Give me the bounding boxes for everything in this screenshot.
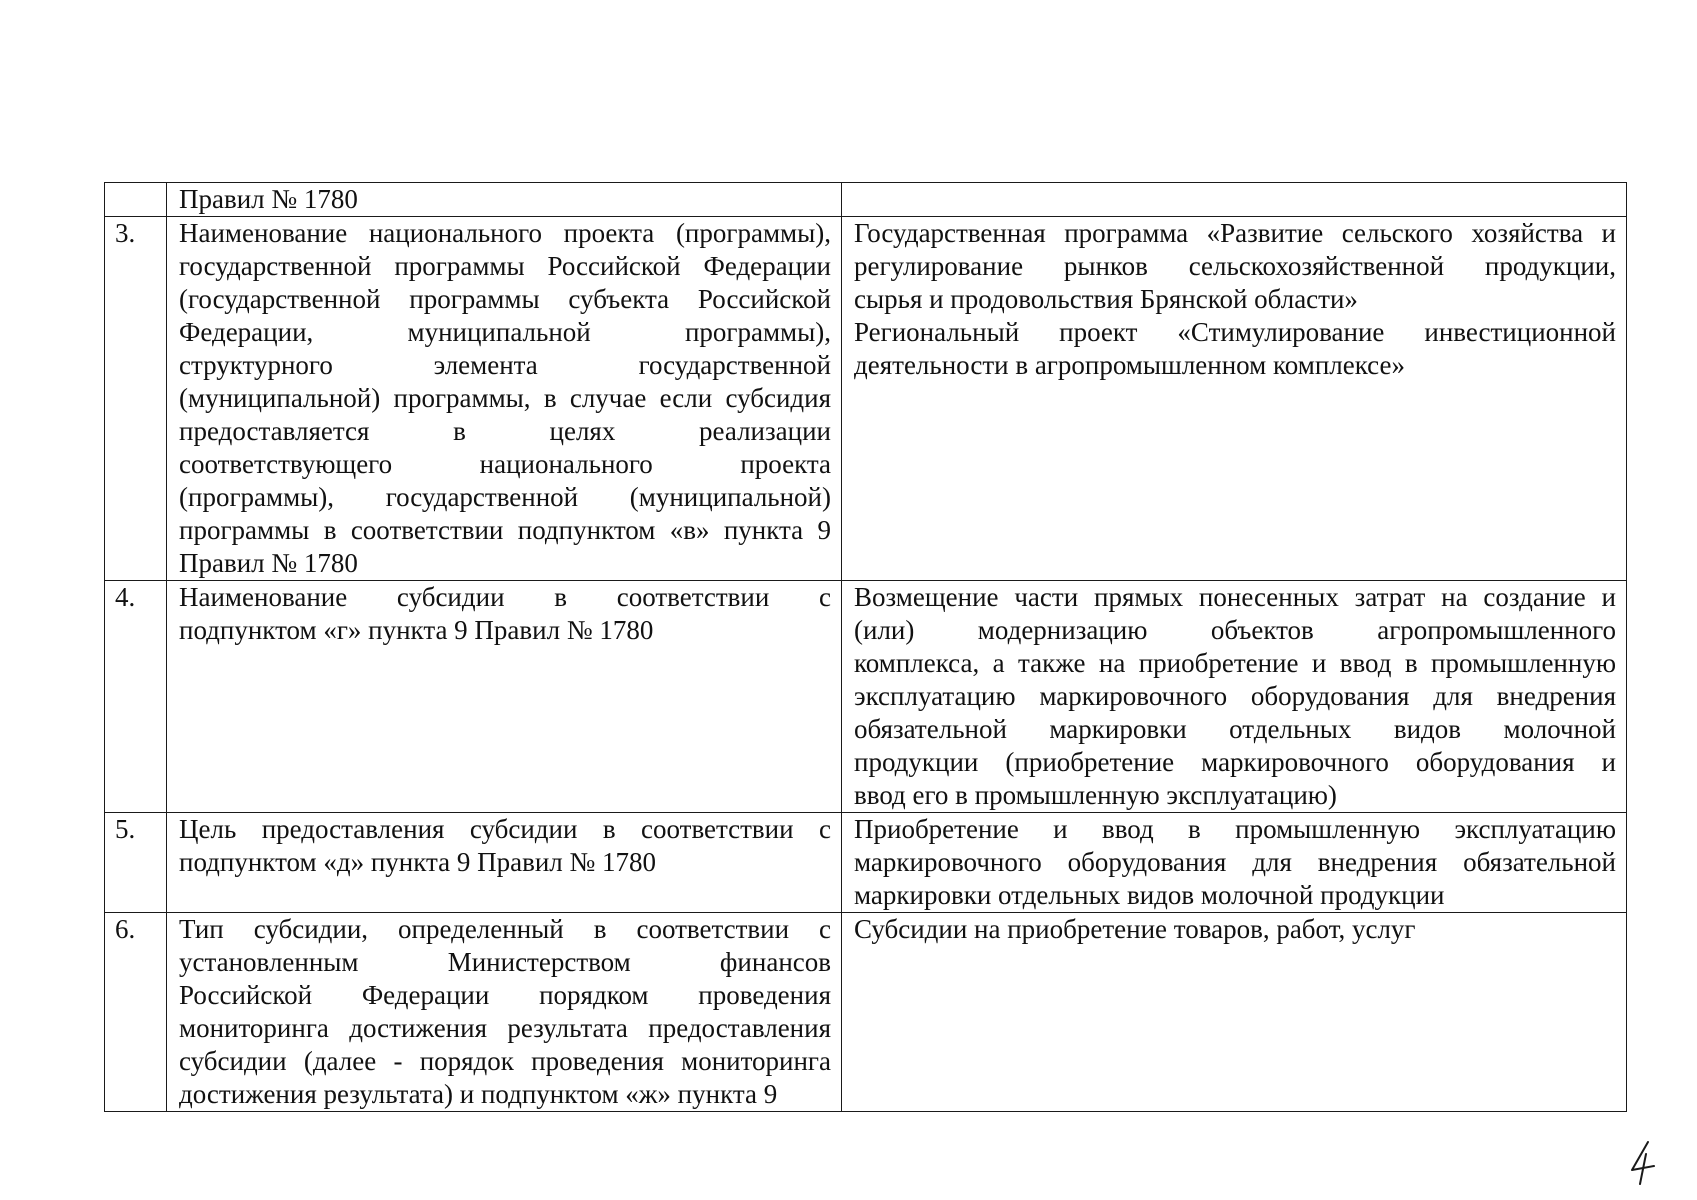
handwritten-page-mark <box>1628 1140 1658 1186</box>
description-line: подпунктом «д» пункта 9 Правил № 1780 <box>179 847 657 877</box>
row-value <box>842 183 1627 217</box>
description-line: соответствующего национального проекта <box>179 449 831 479</box>
row-description <box>167 581 842 813</box>
description-line: предоставляется в целях реализации <box>179 416 831 446</box>
row-description <box>167 217 842 581</box>
value-line: маркировки отдельных видов молочной продукции <box>854 880 1445 910</box>
description-line: государственной программы Российской Федерации <box>179 251 831 281</box>
description-line: Российской Федерации порядком проведения <box>179 980 831 1010</box>
table-row <box>105 913 1627 1112</box>
row-number: 4. <box>105 581 167 813</box>
value-line: регулирование рынков сельскохозяйственной продукции, <box>854 251 1616 281</box>
value-line: Региональный проект «Стимулирование инвестиционной <box>854 317 1616 347</box>
row-number <box>105 183 167 217</box>
value-line: Субсидии на приобретение товаров, работ, услуг <box>854 914 1416 944</box>
description-line: (государственной программы субъекта Российской <box>179 284 831 314</box>
description-line: Федерации, муниципальной программы), <box>179 317 831 347</box>
description-line: Наименование субсидии в соответствии с <box>179 582 831 612</box>
row-value <box>842 813 1627 913</box>
document-table <box>104 182 1627 1112</box>
value-line: комплекса, а также на приобретение и ввод в промышленную <box>854 648 1616 678</box>
description-line: мониторинга достижения результата предоставления <box>179 1013 831 1043</box>
value-line: эксплуатацию маркировочного оборудования для внедрения <box>854 681 1616 711</box>
row-description <box>167 183 842 217</box>
description-line: Цель предоставления субсидии в соответствии с <box>179 814 831 844</box>
description-line: Правил № 1780 <box>179 548 358 578</box>
value-line: (или) модернизацию объектов агропромышленного <box>854 615 1616 645</box>
table-row <box>105 813 1627 913</box>
description-line: установленным Министерством финансов <box>179 947 831 977</box>
row-value <box>842 581 1627 813</box>
row-value <box>842 913 1627 1112</box>
value-line: маркировочного оборудования для внедрения обязательной <box>854 847 1616 877</box>
value-line: сырья и продовольствия Брянской области» <box>854 284 1358 314</box>
value-line: продукции (приобретение маркировочного оборудования и <box>854 747 1616 777</box>
description-line: достижения результата) и подпунктом «ж» пункта 9 <box>179 1079 778 1109</box>
row-description <box>167 913 842 1112</box>
description-line: программы в соответствии подпунктом «в» пункта 9 <box>179 515 831 545</box>
row-number: 6. <box>105 913 167 1112</box>
row-description <box>167 813 842 913</box>
table-row <box>105 217 1627 581</box>
description-line: (программы), государственной (муниципальной) <box>179 482 831 512</box>
row-number: 5. <box>105 813 167 913</box>
value-line: деятельности в агропромышленном комплексе» <box>854 350 1405 380</box>
description-line: подпунктом «г» пункта 9 Правил № 1780 <box>179 615 654 645</box>
value-line: Государственная программа «Развитие сельского хозяйства и <box>854 218 1616 248</box>
row-number: 3. <box>105 217 167 581</box>
description-line: структурного элемента государственной <box>179 350 831 380</box>
description-line: Тип субсидии, определенный в соответствии с <box>179 914 831 944</box>
value-line: обязательной маркировки отдельных видов молочной <box>854 714 1616 744</box>
value-line: Приобретение и ввод в промышленную эксплуатацию <box>854 814 1616 844</box>
value-line: Возмещение части прямых понесенных затрат на создание и <box>854 582 1616 612</box>
description-line: субсидии (далее - порядок проведения мониторинга <box>179 1046 831 1076</box>
table-row <box>105 581 1627 813</box>
description-line: Правил № 1780 <box>179 184 358 214</box>
table-row <box>105 183 1627 217</box>
description-line: Наименование национального проекта (программы), <box>179 218 831 248</box>
value-line: ввод его в промышленную эксплуатацию) <box>854 780 1337 810</box>
row-value <box>842 217 1627 581</box>
description-line: (муниципальной) программы, в случае если субсидия <box>179 383 831 413</box>
